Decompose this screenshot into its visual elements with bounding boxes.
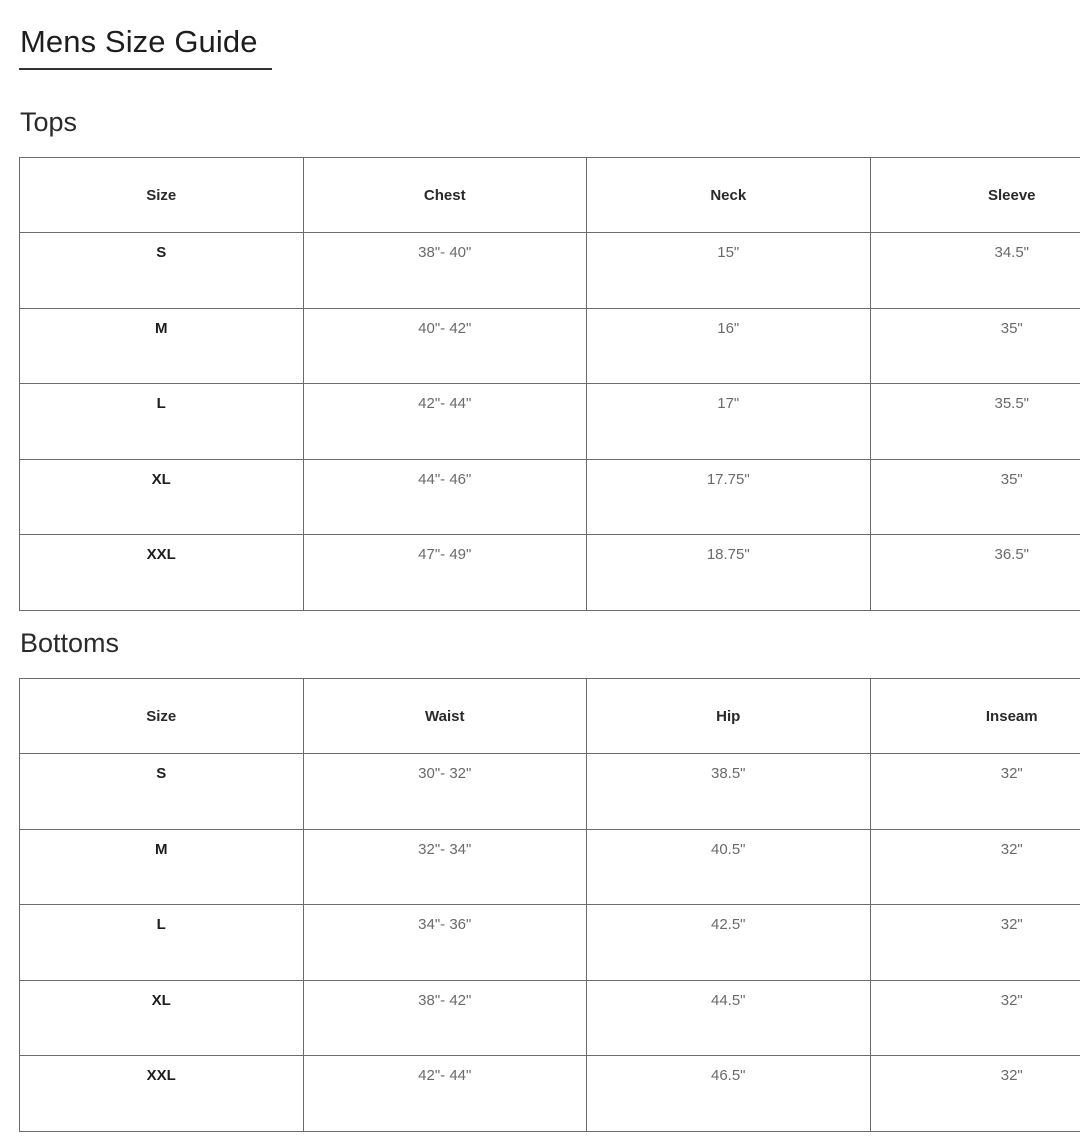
title-underline xyxy=(19,68,272,70)
waist-cell: 34"- 36" xyxy=(303,905,587,981)
sleeve-cell: 36.5" xyxy=(870,535,1080,611)
size-cell: S xyxy=(20,754,304,830)
size-cell: XXL xyxy=(20,535,304,611)
size-cell: XL xyxy=(20,459,304,535)
sleeve-cell: 35.5" xyxy=(870,384,1080,460)
table-header-row xyxy=(20,158,1080,233)
sleeve-cell: 35" xyxy=(870,308,1080,384)
size-cell: M xyxy=(20,308,304,384)
page-title: Mens Size Guide xyxy=(20,24,258,59)
column-header-waist: Waist xyxy=(303,679,587,754)
waist-cell: 30"- 32" xyxy=(303,754,587,830)
size-cell: XL xyxy=(20,980,304,1056)
table-row xyxy=(20,754,1080,830)
inseam-cell: 32" xyxy=(870,829,1080,905)
column-header-size: Size xyxy=(20,158,304,233)
table-row xyxy=(20,459,1080,535)
section-title-tops: Tops xyxy=(20,107,78,137)
sleeve-cell: 35" xyxy=(870,459,1080,535)
chest-cell: 40"- 42" xyxy=(303,308,587,384)
neck-cell: 16" xyxy=(587,308,871,384)
inseam-cell: 32" xyxy=(870,1056,1080,1132)
column-header-neck: Neck xyxy=(587,158,871,233)
waist-cell: 32"- 34" xyxy=(303,829,587,905)
inseam-cell: 32" xyxy=(870,754,1080,830)
column-header-sleeve: Sleeve xyxy=(870,158,1080,233)
chest-cell: 44"- 46" xyxy=(303,459,587,535)
chest-cell: 38"- 40" xyxy=(303,233,587,309)
hip-cell: 44.5" xyxy=(587,980,871,1056)
table-row xyxy=(20,308,1080,384)
neck-cell: 18.75" xyxy=(587,535,871,611)
tops-size-table xyxy=(19,157,1080,611)
size-cell: M xyxy=(20,829,304,905)
size-cell: XXL xyxy=(20,1056,304,1132)
size-cell: L xyxy=(20,905,304,981)
column-header-chest: Chest xyxy=(303,158,587,233)
table-row xyxy=(20,384,1080,460)
table-header-row xyxy=(20,679,1080,754)
column-header-inseam: Inseam xyxy=(870,679,1080,754)
table-row xyxy=(20,829,1080,905)
table-row xyxy=(20,535,1080,611)
size-cell: L xyxy=(20,384,304,460)
hip-cell: 46.5" xyxy=(587,1056,871,1132)
chest-cell: 47"- 49" xyxy=(303,535,587,611)
waist-cell: 38"- 42" xyxy=(303,980,587,1056)
waist-cell: 42"- 44" xyxy=(303,1056,587,1132)
chest-cell: 42"- 44" xyxy=(303,384,587,460)
inseam-cell: 32" xyxy=(870,980,1080,1056)
size-cell: S xyxy=(20,233,304,309)
hip-cell: 38.5" xyxy=(587,754,871,830)
inseam-cell: 32" xyxy=(870,905,1080,981)
column-header-hip: Hip xyxy=(587,679,871,754)
neck-cell: 15" xyxy=(587,233,871,309)
sleeve-cell: 34.5" xyxy=(870,233,1080,309)
bottoms-size-table xyxy=(19,678,1080,1132)
table-row xyxy=(20,1056,1080,1132)
column-header-size: Size xyxy=(20,679,304,754)
section-title-bottoms: Bottoms xyxy=(20,628,120,658)
neck-cell: 17.75" xyxy=(587,459,871,535)
neck-cell: 17" xyxy=(587,384,871,460)
table-row xyxy=(20,233,1080,309)
table-row xyxy=(20,980,1080,1056)
hip-cell: 42.5" xyxy=(587,905,871,981)
hip-cell: 40.5" xyxy=(587,829,871,905)
table-row xyxy=(20,905,1080,981)
